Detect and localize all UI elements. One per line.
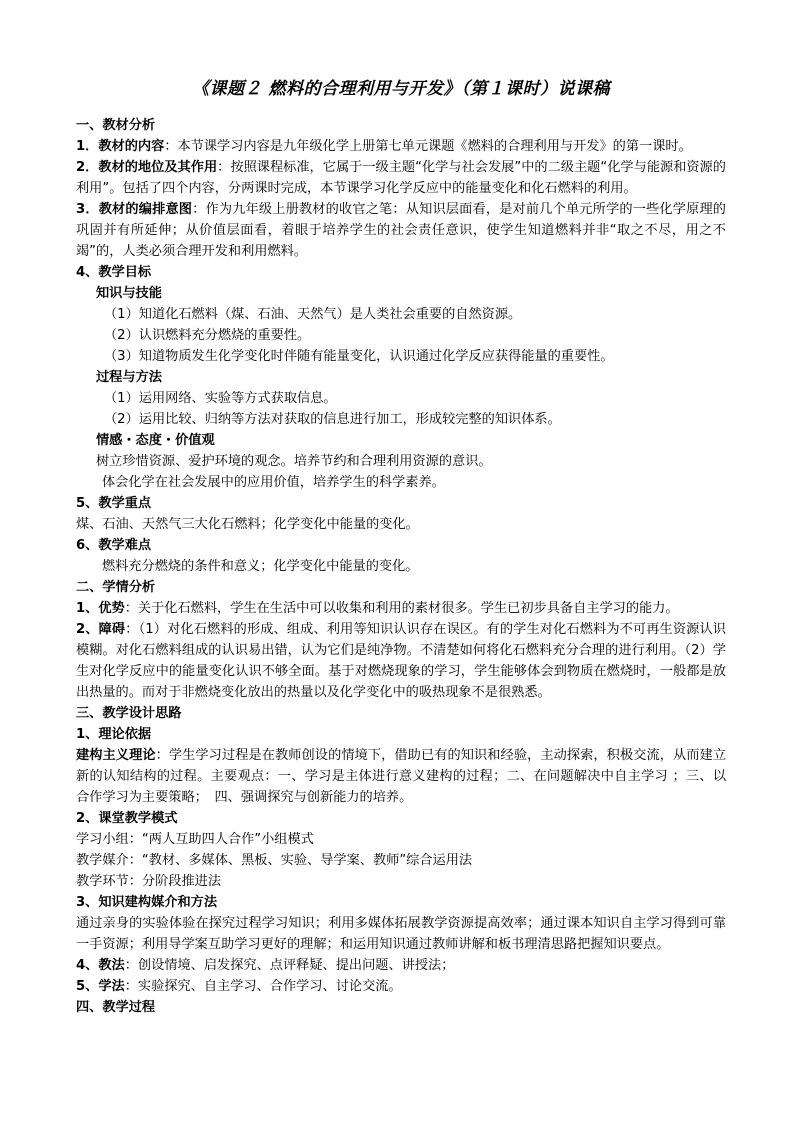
heading-key-points: 5、教学重点 [76, 496, 152, 511]
paragraph-label: 4、教法 [76, 958, 125, 973]
mode-line: 教学环节：分阶段推进法 [76, 874, 222, 889]
paragraph-label: 5、学法 [76, 979, 125, 994]
paragraph-text: ：本节课学习内容是九年级化学上册第七单元课题《燃料的合理利用与开发》的第一课时。 [164, 139, 692, 154]
key-points-text: 煤、石油、天然气三大化石燃料；化学变化中能量的变化。 [76, 517, 419, 532]
goal-emotion-item: 体会化学在社会发展中的应用价值，培养学生的科学素养。 [102, 475, 445, 490]
paragraph-text: ：按照课程标准，它属于一级主题“化学与社会发展”中的二级主题“化学与能源和资源的利用”。包括了四个内容，分两课时完成，本节课学习化学反应中的能量变化和化石燃料的利用。 [76, 160, 726, 196]
goal-process-item: （1）运用网络、实验等方式获取信息。 [104, 391, 337, 406]
heading-difficult-points: 6、教学难点 [76, 538, 152, 553]
paragraph-label: 建构主义理论 [76, 748, 156, 763]
goal-process-item: （2）运用比较、归纳等方法对获取的信息进行加工，形成较完整的知识体系。 [104, 412, 561, 427]
paragraph-text: ：作为九年级上册教材的收官之笔：从知识层面看，是对前几个单元所学的一些化学原理的巩固并有所延伸；从价值层面看，着眼于培养学生的社会责任意识，使学生知道燃料并非“取之不尽，用之不竭”的，人类必须合理开发和利用燃料。 [76, 202, 726, 259]
paragraph-text: ：创设情境、启发探究、点评释疑、提出问题、讲授法； [124, 958, 455, 973]
section-heading-student-analysis: 二、学情分析 [76, 580, 156, 595]
paragraph-label: 2．教材的地位及其作用 [76, 160, 218, 175]
goal-knowledge-item: （2）认识燃料充分燃烧的重要性。 [104, 328, 311, 343]
goal-knowledge-item: （1）知道化石燃料（煤、石油、天然气）是人类社会重要的自然资源。 [104, 307, 522, 322]
difficult-points-text: 燃料充分燃烧的条件和意义；化学变化中能量的变化。 [102, 559, 419, 574]
paragraph-textbook-role [76, 157, 726, 199]
paragraph-label: 3．教材的编排意图 [76, 202, 193, 217]
goal-knowledge-item: （3）知道物质发生化学变化时伴随有能量变化，认识通过化学反应获得能量的重要性。 [104, 349, 614, 364]
subheading-emotion-values: 情感・态度・价值观 [96, 433, 215, 448]
paragraph-constructivism [76, 745, 726, 808]
section-heading-textbook-analysis: 一、教材分析 [76, 118, 156, 133]
heading-knowledge-construction: 3、知识建构媒介和方法 [76, 895, 218, 910]
paragraph-label: 2、障碍 [76, 622, 126, 637]
paragraph-obstacles [76, 619, 726, 703]
goal-emotion-item: 树立珍惜资源、爱护环境的观念。培养节约和合理利用资源的意识。 [96, 454, 492, 469]
paragraph-textbook-intent [76, 199, 726, 262]
paragraph-label: 1．教材的内容 [76, 139, 165, 154]
heading-teaching-mode: 2、课堂教学模式 [76, 811, 178, 826]
paragraph-teaching-methods [76, 955, 726, 976]
document-title: 《课题２ 燃料的合理利用与开发》（第１课时）说课稿 [192, 79, 610, 99]
heading-teaching-goals: 4、教学目标 [76, 265, 152, 280]
paragraph-learning-methods [76, 976, 726, 997]
paragraph-text: ：实验探究、自主学习、合作学习、讨论交流。 [124, 979, 402, 994]
paragraph-advantages [76, 598, 726, 619]
paragraph-knowledge-construction: 通过亲身的实验体验在探究过程学习知识；利用多媒体拓展教学资源提高效率；通过课本知识自主学习得到可靠一手资源；利用导学案互助学习更好的理解；和运用知识通过教师讲解和板书理清思路把握知识要点。 [76, 916, 726, 952]
document-page [76, 76, 726, 1018]
heading-theory-basis: 1、理论依据 [76, 727, 152, 742]
paragraph-text: ：学生学习过程是在教师创设的情境下，借助已有的知识和经验，主动探索，积极交流，从而建立新的认知结构的过程。主要观点：一、学习是主体进行意义建构的过程；二、在问题解决中自主学习 ；三、以合作学习为主要策略； 四、强调探究与创新能力的培养。 [76, 748, 727, 805]
section-heading-design-ideas: 三、教学设计思路 [76, 706, 182, 721]
mode-line: 教学媒介：“教材、多媒体、黑板、实验、导学案、教师”综合运用法 [76, 853, 473, 868]
paragraph-label: 1、优势 [76, 601, 125, 616]
paragraph-textbook-content [76, 136, 726, 157]
subheading-process-method: 过程与方法 [96, 370, 162, 385]
mode-line: 学习小组：“两人互助四人合作”小组模式 [76, 832, 314, 847]
section-heading-teaching-process: 四、教学过程 [76, 1000, 156, 1015]
paragraph-text: ：（1）对化石燃料的形成、组成、利用等知识认识存在误区。有的学生对化石燃料为不可再生资源认识模糊。对化石燃料组成的认识易出错，认为它们是纯净物。不清楚如何将化石燃料充分合理的进行利用。（2）学生对化学反应中的能量变化认识不够全面。基于对燃烧现象的学习，学生能够体会到物质在燃烧时，一般都是放出热量的。而对于非燃烧变化放出的热量以及化学变化中的吸热现象不是很熟悉。 [76, 622, 726, 700]
paragraph-text: ：关于化石燃料，学生在生活中可以收集和利用的素材很多。学生已初步具备自主学习的能力。 [124, 601, 679, 616]
subheading-knowledge-skills: 知识与技能 [96, 286, 162, 301]
